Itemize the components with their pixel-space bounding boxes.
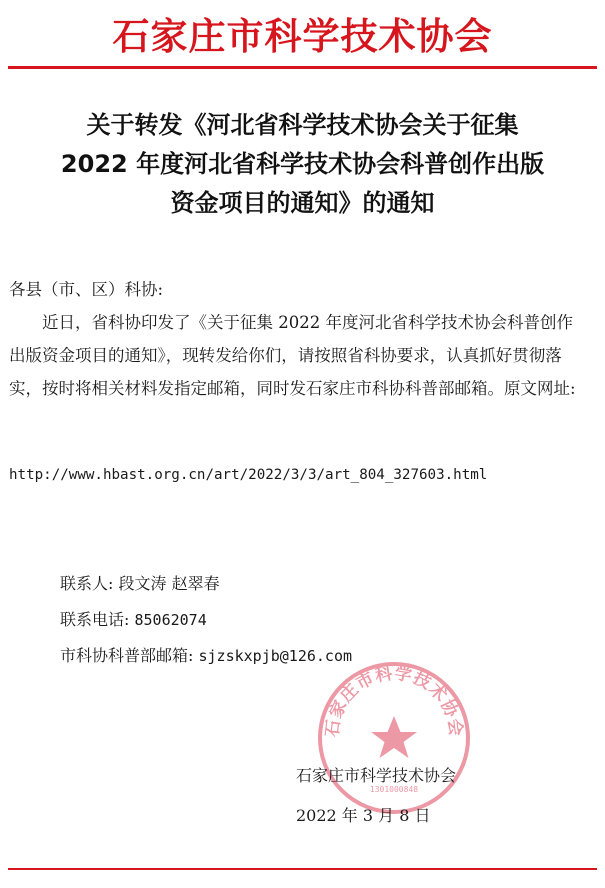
signature-date: 2022 年 3 月 8 日 [296, 806, 431, 825]
contact-email-value: sjzskxpjb@126.com [198, 647, 353, 665]
title-line-2: 2022 年度河北省科学技术协会科普创作出版 [60, 150, 545, 178]
signature-org: 石家庄市科学技术协会 [296, 766, 457, 785]
seal-code: 1301000848 [369, 785, 419, 794]
contact-block [60, 566, 352, 674]
masthead-org-name: 石家庄市科学技术协会 [112, 14, 493, 58]
masthead-red-rule [8, 66, 597, 69]
seal-star-icon [371, 716, 417, 758]
contact-person-row [60, 566, 352, 602]
contact-phone-label: 联系电话: [60, 610, 130, 629]
footer-red-rule [8, 868, 597, 870]
source-url-link[interactable]: http://www.hbast.org.cn/art/2022/3/3/art_804_327603.html [9, 467, 488, 483]
contact-phone-value: 85062074 [134, 611, 207, 629]
salutation: 各县（市、区）科协: [9, 280, 164, 299]
title-line-1: 关于转发《河北省科学技术协会关于征集 [86, 111, 519, 139]
contact-person-label: 联系人: [60, 574, 114, 593]
document-title [12, 106, 593, 223]
signature-block [296, 756, 456, 836]
seal-text: 石家庄市科学技术协会 [322, 663, 466, 739]
contact-phone-row [60, 602, 352, 638]
contact-person-value: 段文涛 赵翠春 [118, 574, 220, 593]
contact-email-label: 市科协科普部邮箱: [60, 646, 194, 665]
contact-email-row [60, 638, 352, 674]
body-paragraph: 近日，省科协印发了《关于征集 2022 年度河北省科学技术协会科普创作出版资金项目的通知》，现转发给你们，请按照省科协要求，认真抓好贯彻落实，按时将相关材料发指定邮箱，同时发石家庄市科协科普部邮箱。原文网址: [9, 313, 576, 398]
title-line-3: 资金项目的通知》的通知 [170, 189, 435, 217]
